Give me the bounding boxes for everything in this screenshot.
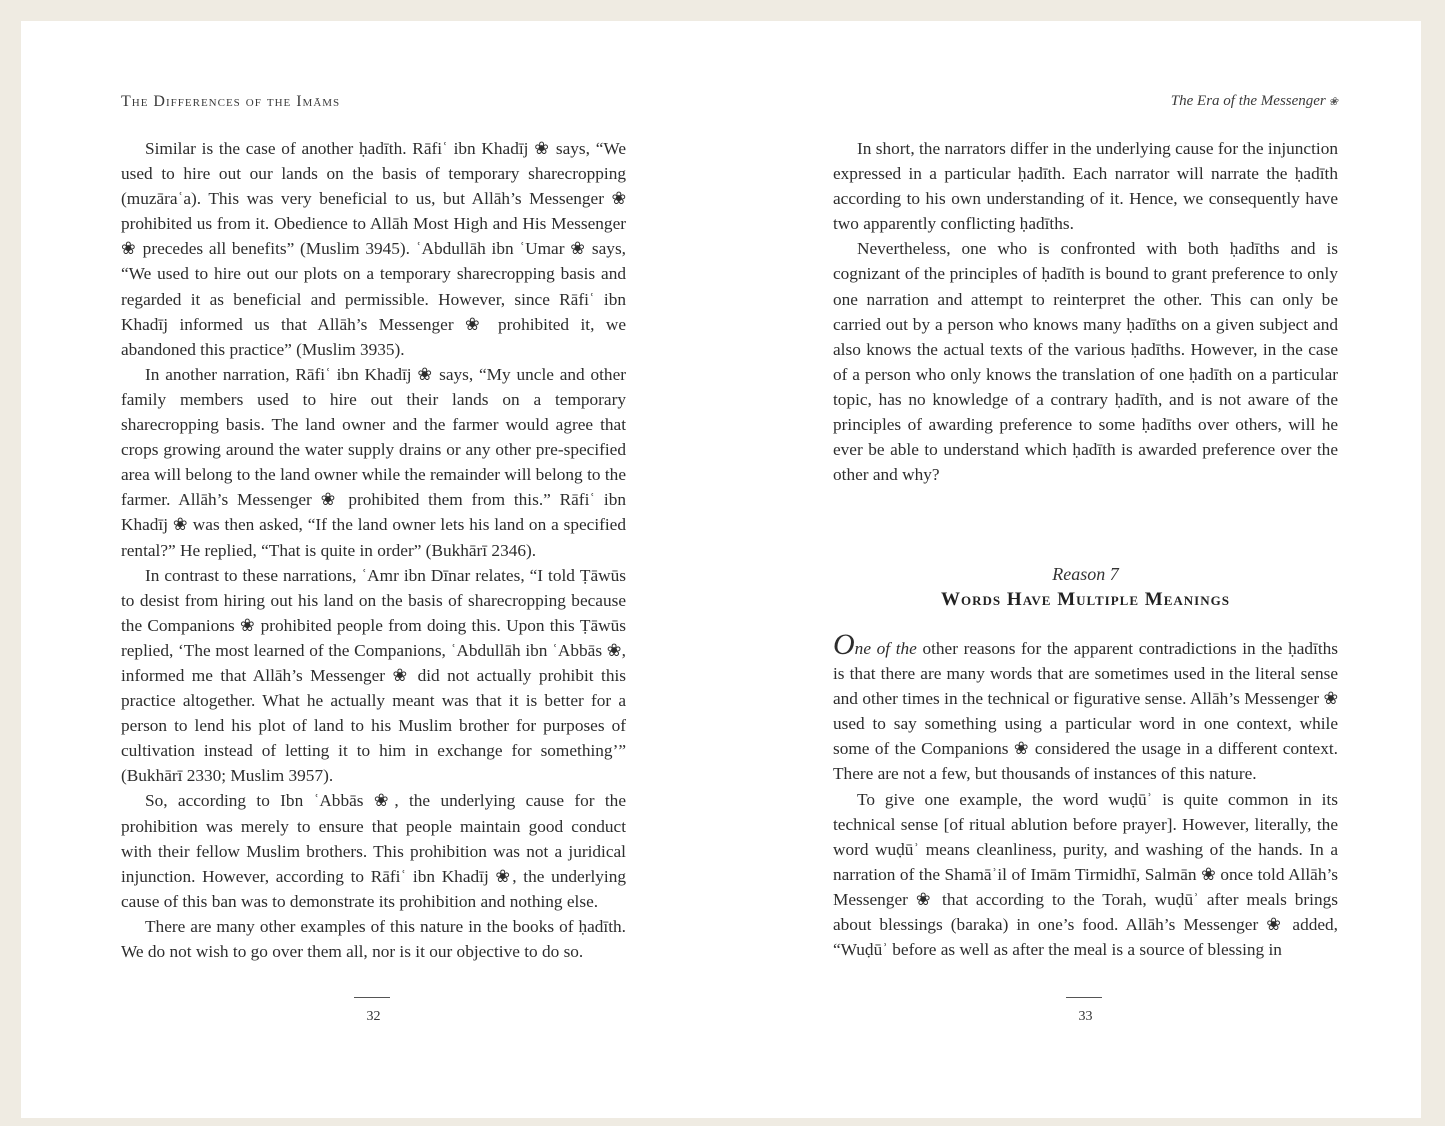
drop-cap: O bbox=[833, 628, 855, 661]
lead-paragraph bbox=[833, 628, 1338, 787]
right-page-body-top bbox=[833, 136, 1338, 487]
folio-rule bbox=[1066, 997, 1102, 998]
honorific-icon: ❀ bbox=[1328, 96, 1338, 108]
running-head-book-title: The Differences of the Imāms bbox=[121, 93, 341, 110]
book-spread bbox=[21, 21, 1421, 1118]
running-head-text: The Era of the Messenger bbox=[1170, 93, 1326, 109]
folio-rule bbox=[354, 997, 390, 998]
paragraph: Nevertheless, one who is confronted with both ḥadīths and is cognizant of the principles of ḥadīth is bound to grant preference to only one narration and attempt to reinterpret the other. This can only be carried out by a person who knows many ḥadīths on a given subject and also knows the actual texts of the various ḥadīths. However, in the case of a person who only knows the translation of one ḥadīth on a particular topic, has no knowledge of a contrary ḥadīth, and is not aware of the principles of awarding preference to some ḥadīths over others, will he ever be able to understand which ḥadīth is awarded preference over the other and why? bbox=[833, 239, 1338, 485]
paragraph: To give one example, the word wuḍūʾ is quite common in its technical sense [of ritual ablution before prayer]. However, literally, the word wuḍūʾ means cleanliness, purity, and washing of the hands. In a narration of the Shamāʾil of Imām Tirmidhī, Salmān ❀ once told Allāh’s Messenger ❀ that according to the Torah, wuḍūʾ after meals brings about blessings (baraka) in one’s food. Allāh’s Messenger ❀ added, “Wuḍūʾ before as well as after the meal is a source of blessing in bbox=[833, 789, 1338, 960]
running-head-chapter-title bbox=[833, 93, 1338, 110]
section-label: Reason 7 bbox=[1052, 564, 1119, 584]
paragraph: In another narration, Rāfiʿ ibn Khadīj ❀ says, “My uncle and other family members used to hire out their lands on a temporary sharecropping basis. The land owner and the farmer would agree that crops growing around the water supply drains or any other pre-specified area will belong to the land owner while the remainder will belong to the farmer. Allāh’s Messenger ❀ prohibited them from this.” Rāfiʿ ibn Khadīj ❀ was then asked, “If the land owner lets his land on a specified rental?” He replied, “That is quite in order” (Bukhārī 2346). bbox=[121, 364, 626, 560]
paragraph: So, according to Ibn ʿAbbās ❀, the underlying cause for the prohibition was merely to ensure that people maintain good conduct with their fellow Muslim brothers. This prohibition was not a juridical injunction. However, according to Rāfiʿ ibn Khadīj ❀, the underlying cause of this ban was to demonstrate its prohibition and nothing else. bbox=[121, 791, 626, 911]
page-number: 32 bbox=[366, 1009, 381, 1024]
paragraph: Similar is the case of another ḥadīth. Rāfiʿ ibn Khadīj ❀ says, “We used to hire out our lands on the basis of temporary sharecropping (muzāraʿa). This was very beneficial to us, but Allāh’s Messenger ❀ prohibited us from it. Obedience to Allāh Most High and His Messenger ❀ precedes all benefits” (Muslim 3945). ʿAbdullāh ibn ʿUmar ❀ says, “We used to hire out our plots on a temporary sharecropping basis and regarded it as beneficial and permissible. However, since Rāfiʿ ibn Khadīj informed us that Allāh’s Messenger ❀ prohibited it, we abandoned this practice” (Muslim 3935). bbox=[121, 139, 626, 359]
section-title: Words Have Multiple Meanings bbox=[941, 589, 1230, 610]
lead-in-words: ne of the bbox=[854, 639, 917, 658]
paragraph: In short, the narrators differ in the underlying cause for the injunction expressed in a particular ḥadīth. Each narrator will narrate the ḥadīth according to his own understanding of it. Hence, we consequently have two apparently conflicting ḥadīths. bbox=[833, 139, 1338, 234]
left-page-body bbox=[121, 136, 626, 964]
right-page-body-bottom bbox=[833, 628, 1338, 962]
right-page bbox=[833, 21, 1338, 1118]
paragraph: In contrast to these narrations, ʿAmr ibn Dīnar relates, “I told Ṭāwūs to desist from hiring out his land on the basis of sharecropping because the Companions ❀ prohibited people from doing this. Upon this Ṭāwūs replied, ‘The most learned of the Companions, ʿAbdullāh ibn ʿAbbās ❀, informed me that Allāh’s Messenger ❀ did not actually prohibit this practice altogether. What he actually meant was that it is better for a person to lend his plot of land to his Muslim brother for purposes of cultivation instead of letting it to him in exchange for something’” (Bukhārī 2330; Muslim 3957). bbox=[121, 565, 626, 786]
paragraph: There are many other examples of this nature in the books of ḥadīth. We do not wish to go over them all, nor is it our objective to do so. bbox=[121, 916, 626, 961]
lead-paragraph-text: other reasons for the apparent contradictions in the ḥadīths is that there are many words that are sometimes used in the literal sense and other times in the technical or figurative sense. Allāh’s Messenger ❀ used to say something using a particular word in one context, while some of the Companions ❀ considered the usage in a different context. There are not a few, but thousands of instances of this nature. bbox=[833, 639, 1338, 784]
left-page bbox=[121, 21, 626, 1118]
page-number: 33 bbox=[1078, 1009, 1093, 1024]
section-heading bbox=[833, 561, 1338, 613]
